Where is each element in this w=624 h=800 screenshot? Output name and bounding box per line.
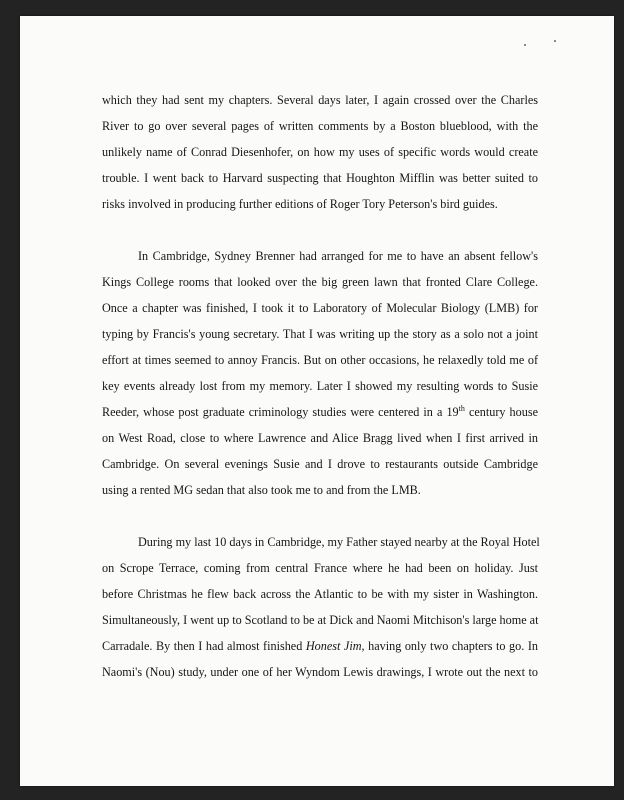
text-run: century house [464,405,538,419]
text-line: on West Road, close to where Lawrence and Alice Bragg lived when I first arrived in [102,431,538,445]
text-line: Cambridge. On several evenings Susie and I drove to restaurants outside Cambridge [102,457,538,471]
paper-speck [524,44,526,46]
text-line: which they had sent my chapters. Several days later, I again crossed over the Charles [102,93,538,107]
text-line: Naomi's (Nou) study, under one of her Wyndom Lewis drawings, I wrote out the next to [102,665,538,679]
text-line: effort at times seemed to annoy Francis. But on other occasions, he relaxedly told me of [102,353,538,367]
text-line: before Christmas he flew back across the Atlantic to be with my sister in Washington. [102,587,538,601]
superscript: th [458,404,465,413]
text-line: In Cambridge, Sydney Brenner had arranged for me to have an absent fellow's [138,249,538,263]
text-run: Carradale. By then I had almost finished [102,639,306,653]
document-page [20,16,614,786]
text-line: unlikely name of Conrad Diesenhofer, on how my uses of specific words would create [102,145,538,159]
text-line: During my last 10 days in Cambridge, my Father stayed nearby at the Royal Hotel [138,535,540,549]
text-line: Once a chapter was finished, I took it to Laboratory of Molecular Biology (LMB) for [102,301,538,315]
text-line: using a rented MG sedan that also took me to and from the LMB. [102,483,421,497]
text-line: Simultaneously, I went up to Scotland to be at Dick and Naomi Mitchison's large home at [102,613,539,627]
text-line [102,404,538,420]
paper-speck [554,40,556,42]
text-run: Reeder, whose post graduate criminology studies were centered in a 19 [102,405,459,419]
text-line: risks involved in producing further editions of Roger Tory Peterson's bird guides. [102,197,498,211]
text-line: Kings College rooms that looked over the big green lawn that fronted Clare College. [102,275,538,289]
text-line: key events already lost from my memory. Later I showed my resulting words to Susie [102,379,538,393]
text-line: River to go over several pages of written comments by a Boston blueblood, with the [102,119,538,133]
text-line: on Scrope Terrace, coming from central France where he had been on holiday. Just [102,561,538,575]
text-line [102,638,538,654]
text-line: trouble. I went back to Harvard suspecting that Houghton Mifflin was better suited to [102,171,538,185]
text-line: typing by Francis's young secretary. That I was writing up the story as a solo not a joint [102,327,538,341]
text-run: having only two chapters to go. In [364,639,538,653]
book-title: Honest Jim, [305,639,365,653]
